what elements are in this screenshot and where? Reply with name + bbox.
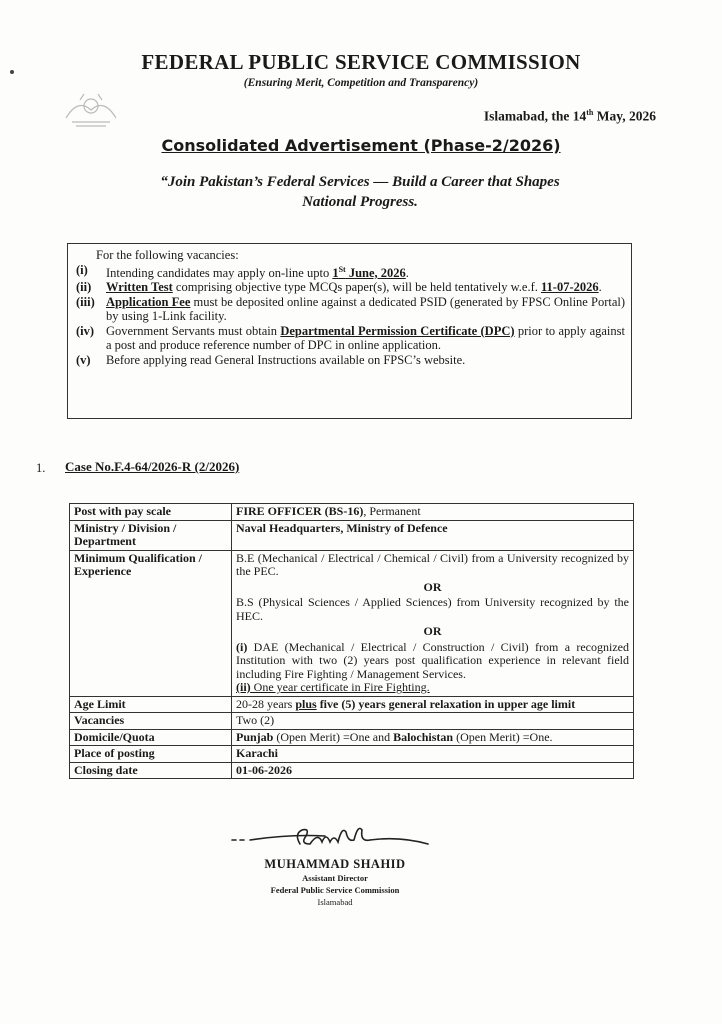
row-label: Closing date xyxy=(70,762,232,779)
table-row xyxy=(70,729,634,746)
row-value: Punjab (Open Merit) =One and Balochistan (Open Merit) =One. xyxy=(232,729,634,746)
row-label: Place of posting xyxy=(70,746,232,763)
org-title: FEDERAL PUBLIC SERVICE COMMISSION xyxy=(141,50,581,74)
instruction-item: (ii) Written Test comprising objective type MCQs paper(s), will be held tentatively w.e.f. 11-07-2026. xyxy=(76,280,602,295)
row-value: 01-06-2026 xyxy=(232,762,634,779)
table-row xyxy=(70,504,634,521)
row-label: Domicile/Quota xyxy=(70,729,232,746)
table-row xyxy=(70,746,634,763)
case-number: 1. xyxy=(36,461,46,475)
instructions-intro: For the following vacancies: xyxy=(96,248,239,262)
vacancy-details-table xyxy=(69,503,634,779)
tagline: (Ensuring Merit, Competition and Transparency) xyxy=(243,77,479,89)
signer-location: Islamabad xyxy=(317,897,353,907)
row-value: Naval Headquarters, Ministry of Defence xyxy=(232,520,634,550)
row-value: Two (2) xyxy=(232,713,634,730)
slogan: “Join Pakistan’s Federal Services — Build a Career that Shapes National Progress. xyxy=(160,174,560,210)
instruction-item: (iii) Application Fee must be deposited online against a dedicated PSID (generated by FPSC Online Portal) by using 1-Link facility. xyxy=(76,294,626,324)
signer-title: Assistant Director xyxy=(302,873,368,883)
instructions-box xyxy=(67,243,632,419)
row-value: 20-28 years plus five (5) years general relaxation in upper age limit xyxy=(232,696,634,713)
row-value: B.E (Mechanical / Electrical / Chemical / Civil) from a University recognized by the PEC. OR B.S (Physical Sciences / Applied Sciences) from University recognized by the HEC. OR (i) DAE (Mechanical / Electrical / Construction / Civil) from a recognized Institution with two (2) years post qualification experience in relevant field including Fire Fighting / Management Services. (ii) One year certificate in Fire Fighting. xyxy=(232,550,634,696)
fpsc-emblem-icon xyxy=(58,88,124,132)
signer-organization: Federal Public Service Commission xyxy=(270,885,400,895)
table-row xyxy=(70,713,634,730)
table-row xyxy=(70,550,634,696)
row-value: FIRE OFFICER (BS-16), Permanent xyxy=(232,504,634,521)
instruction-item: (v) Before applying read General Instructions available on FPSC’s website. xyxy=(76,352,466,367)
row-label: Vacancies xyxy=(70,713,232,730)
row-label: Post with pay scale xyxy=(70,504,232,521)
instruction-item: (i) Intending candidates may apply on-line upto 1St June, 2026. xyxy=(76,262,409,280)
signer-name: MUHAMMAD SHAHID xyxy=(264,857,406,871)
handwritten-signature xyxy=(230,822,430,862)
case-title: Case No.F.4-64/2026-R (2/2026) xyxy=(65,459,240,474)
issue-date: Islamabad, the 14th May, 2026 xyxy=(483,108,656,124)
row-label: Age Limit xyxy=(70,696,232,713)
table-row xyxy=(70,696,634,713)
instruction-item: (iv) Government Servants must obtain Departmental Permission Certificate (DPC) prior to apply against a post and produce reference number of DPC in online application. xyxy=(76,323,625,353)
advertisement-title: Consolidated Advertisement (Phase-2/2026) xyxy=(161,136,561,155)
row-label: Minimum Qualification / Experience xyxy=(70,550,232,696)
row-label: Ministry / Division / Department xyxy=(70,520,232,550)
table-row xyxy=(70,520,634,550)
row-value: Karachi xyxy=(232,746,634,763)
table-row xyxy=(70,762,634,779)
